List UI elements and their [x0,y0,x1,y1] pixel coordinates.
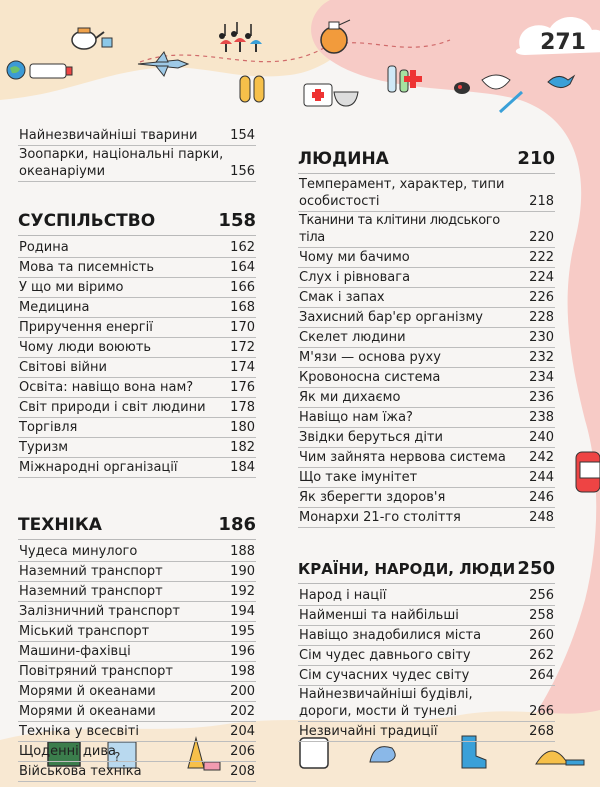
toc-entry-page: 238 [529,410,554,425]
toc-entry-page: 188 [230,544,255,559]
toc-entry-page: 156 [230,164,255,179]
toc-entry[interactable] [18,398,256,418]
toc-entry-title: Міський транспорт [19,624,150,639]
toc-entry-page: 220 [529,230,554,245]
toc-entry-title: Медицина [19,300,90,315]
toc-entry[interactable] [298,488,555,508]
toc-entry-title: Слух і рівновага [299,270,411,285]
section-heading[interactable] [298,558,555,584]
page-number: 271 [540,30,586,55]
toc-entry-title: Найнезвичайніші будівлі, дороги, мости й тунелі [299,687,473,719]
toc-entry-page: 164 [230,260,255,275]
toc-entry-page: 178 [230,400,255,415]
section-heading-title: ЛЮДИНА [298,149,389,169]
toc-entry-page: 190 [230,564,255,579]
toc-entry-page: 168 [230,300,255,315]
toc-section-society [18,210,256,478]
toc-entry-page: 176 [230,380,255,395]
toc-entry-title: Світові війни [19,360,107,375]
toc-entry-page: 242 [529,450,554,465]
mushrooms-icon [220,38,262,52]
toc-entry-title: Що таке імунітет [299,470,418,485]
toc-entry-title: Як ми дихаємо [299,390,401,405]
toc-entry-title: У щo ми віримо [19,280,124,295]
toc-entry-page: 228 [529,310,554,325]
toc-entry-title: Туризм [19,440,69,455]
toc-entry[interactable] [18,298,256,318]
toc-entry-page: 232 [529,350,554,365]
toc-entry-title: Навіщо знадобилися міста [299,628,482,643]
toc-entry[interactable] [298,268,555,288]
toc-entry[interactable] [298,448,555,468]
toc-entry-title: Наземний транспорт [19,584,163,599]
toc-entry-page: 154 [230,128,255,143]
bug-icon [454,82,470,94]
toc-entry[interactable] [18,438,256,458]
section-heading-page: 210 [517,148,555,169]
toc-entry-title: Сім чудес давнього світу [299,648,471,663]
toc-section-human [298,148,555,528]
toc-entry-page: 180 [230,420,255,435]
section-heading-page: 250 [517,558,555,579]
toc-entry[interactable] [18,602,256,622]
toc-entry-title: М'язи — основа руху [299,350,441,365]
toc-entry-title: Щоденні дива [19,744,116,759]
toc-entry-title: Військова техніка [19,764,142,779]
toc-entry[interactable] [18,318,256,338]
toc-entry-page: 262 [529,648,554,663]
toc-entry-title: Міжнародні організації [19,460,178,475]
toc-entry[interactable] [18,258,256,278]
first-aid-kit-icon [304,84,332,106]
toc-entry-page: 222 [529,250,554,265]
toc-entry-title: Морями й океанами [19,684,156,699]
toc-entry[interactable] [18,278,256,298]
toc-entry[interactable] [298,666,555,686]
toc-entry[interactable] [18,582,256,602]
toc-entry[interactable] [18,238,256,258]
toc-entry-title: Торгівля [19,420,78,435]
svg-text:?: ? [114,750,121,764]
toc-entry-title: Звідки беруться діти [299,430,443,445]
toothpaste-icon [30,64,72,78]
toc-entry-title: Родина [19,240,69,255]
toc-entry-title: Монархи 21-го століття [299,510,461,525]
toc-entry[interactable] [298,626,555,646]
toc-entry-page: 268 [529,724,554,739]
toc-entry[interactable] [18,126,256,146]
toc-entry-title: Тканини та клітини людського тіла [299,213,500,245]
toc-entry-page: 166 [230,280,255,295]
side-tab-icon [576,452,600,492]
toc-entry[interactable] [298,408,555,428]
toc-entry[interactable] [18,722,256,742]
scale-icon [300,738,328,768]
toc-entry-page: 226 [529,290,554,305]
toc-entry[interactable] [298,468,555,488]
slippers-icon [240,76,264,102]
toc-entry-title: Чому ми бачимо [299,250,410,265]
toc-entry-page: 204 [230,724,255,739]
toc-entry[interactable] [18,742,256,762]
toc-entry[interactable] [298,508,555,528]
toc-entry-page: 196 [230,644,255,659]
toc-entry-title: Залізничний транспорт [19,604,181,619]
toc-entry[interactable] [298,176,555,212]
toc-entry[interactable] [18,642,256,662]
toc-entry[interactable] [298,368,555,388]
toc-entry[interactable] [18,682,256,702]
toc-left-column [18,126,256,782]
toc-entry[interactable] [18,562,256,582]
toc-intro-section [18,126,256,182]
toc-entry-page: 200 [230,684,255,699]
mortar-icon [334,92,358,106]
toc-entry-title: Навіщо нам їжа? [299,410,413,425]
toc-entry-title: Темперамент, характер, типи особистості [299,177,505,209]
toc-entry-title: Сім сучасних чудес світу [299,668,470,683]
toc-right-column [298,148,555,742]
toc-entry[interactable] [298,586,555,606]
toc-entry-title: Найнезвичайніші тварини [19,128,198,143]
toc-entry-page: 162 [230,240,255,255]
toc-entry[interactable] [298,212,555,248]
toc-entry-title: Повітряний транспорт [19,664,173,679]
toc-entry-title: Чим зайнята нервова система [299,450,506,465]
toc-section-countries [298,558,555,742]
toc-entry-title: Смак і запах [299,290,385,305]
section-heading[interactable] [298,148,555,174]
toc-entry[interactable] [18,146,256,182]
toc-entry[interactable] [18,542,256,562]
toc-section-technology [18,514,256,782]
toc-entry-title: Кровоносна система [299,370,441,385]
toc-entry-page: 256 [529,588,554,603]
toc-entry-title: Освіта: навіщо вона нам? [19,380,194,395]
toc-entry-page: 264 [529,668,554,683]
toc-entry[interactable] [18,458,256,478]
toc-entry[interactable] [298,606,555,626]
toc-entry-title: Найменші та найбільші [299,608,459,623]
toc-entry-page: 246 [529,490,554,505]
toc-entry-page: 234 [529,370,554,385]
toc-entry[interactable] [18,662,256,682]
toc-entry-page: 194 [230,604,255,619]
section-heading-title: КРАЇНИ, НАРОДИ, ЛЮДИ [298,560,516,578]
toc-entry-title: Мова та писемність [19,260,154,275]
toc-entry[interactable] [298,308,555,328]
section-heading[interactable] [18,514,256,540]
toc-entry[interactable] [18,418,256,438]
toc-entry-page: 195 [230,624,255,639]
toc-entry[interactable] [298,722,555,742]
toc-entry-page: 260 [529,628,554,643]
toc-entry[interactable] [298,348,555,368]
toc-entry-page: 218 [529,194,554,209]
section-heading-page: 158 [218,210,256,231]
toc-entry-page: 206 [230,744,255,759]
toc-entry[interactable] [18,622,256,642]
toc-entry-page: 230 [529,330,554,345]
toc-entry-page: 248 [529,510,554,525]
toc-entry-title: Народ і нації [299,588,387,603]
toc-entry[interactable] [18,762,256,782]
toc-entry[interactable] [298,686,555,722]
toc-entry-page: 208 [230,764,255,779]
toc-entry-title: Морями й океанами [19,704,156,719]
section-heading-title: СУСПІЛЬСТВО [18,211,156,231]
toc-entry-page: 184 [230,460,255,475]
toc-entry[interactable] [18,358,256,378]
toc-entry-title: Наземний транспорт [19,564,163,579]
toc-entry-page: 192 [230,584,255,599]
toc-entry-page: 174 [230,360,255,375]
toc-entry[interactable] [298,646,555,666]
toc-entry-page: 182 [230,440,255,455]
toc-entry-title: Зоопарки, національні парки, океанаріуми [19,147,224,179]
globe-icon [7,61,25,79]
toc-entry-page: 258 [529,608,554,623]
toc-entry-title: Машини-фахівці [19,644,131,659]
toc-entry-title: Світ природи і світ людини [19,400,206,415]
toc-entry-title: Чудеса минулого [19,544,138,559]
toc-entry-page: 236 [529,390,554,405]
toc-entry-title: Незвичайні традиції [299,724,438,739]
toc-entry[interactable] [298,248,555,268]
toc-entry-page: 198 [230,664,255,679]
section-heading-page: 186 [218,514,256,535]
toc-entry[interactable] [298,328,555,348]
section-heading-title: ТЕХНІКА [18,515,102,535]
toc-entry-title: Чому люди воюють [19,340,152,355]
toc-entry[interactable] [298,388,555,408]
toc-entry[interactable] [18,338,256,358]
toc-entry[interactable] [298,288,555,308]
toc-entry-page: 170 [230,320,255,335]
toc-entry-title: Скелет людини [299,330,406,345]
toc-entry[interactable] [18,378,256,398]
toc-entry-page: 266 [529,704,554,719]
toc-entry-title: Приручення енергії [19,320,153,335]
toc-entry-title: Як зберегти здоров'я [299,490,446,505]
toc-entry[interactable] [18,702,256,722]
toc-entry-title: Захисний бар'єр організму [299,310,483,325]
toc-entry-title: Техніка у всесвіті [19,724,139,739]
section-heading[interactable] [18,210,256,236]
toc-entry[interactable] [298,428,555,448]
toc-entry-page: 224 [529,270,554,285]
toc-entry-page: 240 [529,430,554,445]
toc-entry-page: 244 [529,470,554,485]
toc-entry-page: 202 [230,704,255,719]
toc-entry-page: 172 [230,340,255,355]
